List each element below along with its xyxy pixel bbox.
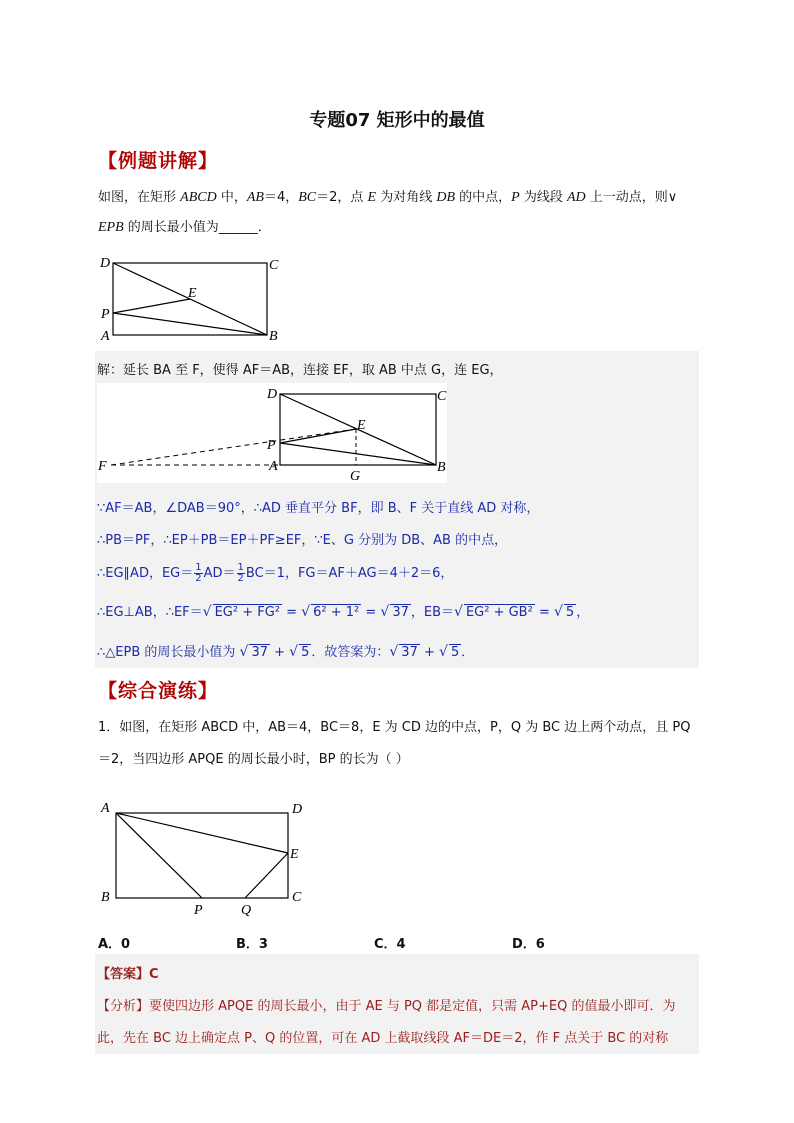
fig3-label-e: E	[290, 847, 299, 862]
choice-b[interactable]: B．3	[236, 937, 268, 952]
fig2-label-f: F	[98, 459, 107, 474]
fig2-label-g: G	[350, 469, 361, 483]
example-problem-line2: EPB 的周长最小值为______．	[98, 220, 271, 235]
solution-line3: ∴PB＝PF，∴EP＋PB＝EP＋PF≥EF，∵E、G 分别为 DB、AB 的中点，	[97, 533, 508, 548]
fig2-label-b: B	[437, 460, 446, 475]
solution-line6: ∴△EPB 的周长最小值为 √ 37 + √ 5 ．故答案为：√ 37 + √ 5 ．	[97, 644, 475, 660]
question1-line1: 1．如图，在矩形 ABCD 中，AB＝4，BC＝8，E 为 CD 边的中点，P，Q 为 BC 边上两个动点，且 PQ	[98, 720, 691, 735]
fig2-label-e: E	[357, 418, 366, 433]
page-title: 专题07 矩形中的最值	[309, 110, 485, 131]
fig2-label-a: A	[269, 459, 278, 474]
fig1-label-p: P	[101, 307, 110, 322]
fig3-segment-ae	[116, 813, 288, 853]
fig2-label-d: D	[267, 387, 278, 402]
fig1-label-e: E	[188, 286, 197, 301]
choice-c[interactable]: C．4	[374, 937, 406, 952]
solution-line5: ∴EG⊥AB，∴EF＝√ EG² + FG² = √ 6² + 1² = √ 37 ，EB＝√ EG² + GB² = √ 5 ，	[97, 604, 590, 620]
question1-line2: ＝2，当四边形 APQE 的周长最小时，BP 的长为（ ）	[98, 752, 409, 767]
fig3-rectangle	[116, 813, 288, 898]
solution-line2: ∵AF＝AB，∠DAB＝90°，∴AD 垂直平分 BF，即 B、F 关于直线 AD 对称，	[97, 501, 540, 516]
choice-a[interactable]: A．0	[98, 937, 131, 952]
solution-line4: ∴EG∥AD，EG＝ $\frac{1}{2}$ AD＝ $\frac{1}{2}$ BC＝1，FG＝AF＋AG＝4＋2＝6，	[97, 562, 454, 584]
analysis-line1: 【分析】要使四边形 APQE 的周长最小，由于 AE 与 PQ 都是定值，只需 AP+EQ 的值最小即可．为	[97, 999, 676, 1014]
fig1-label-a: A	[101, 329, 110, 344]
example-heading: 【例题讲解】	[98, 150, 219, 172]
fig3-label-q: Q	[241, 903, 252, 918]
example-problem-line1: 如图，在矩形 ABCD 中，AB＝4，BC＝2，点 E 为对角线 DB 的中点，P 为线段 AD 上一动点，则∨	[98, 190, 678, 205]
fig1-label-b: B	[269, 329, 278, 344]
fig2-label-c: C	[437, 389, 447, 404]
fig1-label-c: C	[269, 258, 279, 273]
fig1-segment-pe	[113, 299, 190, 313]
fig3-label-p: P	[194, 903, 203, 918]
practice-heading: 【综合演练】	[98, 680, 219, 702]
fig3-segment-qe	[245, 853, 288, 898]
example-figure	[96, 252, 296, 348]
fig3-label-b: B	[101, 890, 110, 905]
answer-text: 【答案】C	[97, 967, 159, 982]
analysis-line2: 此，先在 BC 边上确定点 P、Q 的位置，可在 AD 上截取线段 AF＝DE＝2，作 F 点关于 BC 的对称	[97, 1031, 669, 1046]
fig3-segment-ap	[116, 813, 202, 898]
fig3-label-c: C	[292, 890, 302, 905]
question1-figure	[98, 796, 313, 918]
fig3-label-a: A	[101, 801, 110, 816]
fig1-label-d: D	[100, 256, 111, 271]
choice-d[interactable]: D．6	[512, 937, 545, 952]
fig2-label-p: P	[267, 438, 276, 453]
solution-figure	[97, 383, 447, 483]
fig2-dashed-fe	[111, 429, 356, 465]
solution-line1: 解：延长 BA 至 F，使得 AF＝AB，连接 EF，取 AB 中点 G，连 EG，	[97, 363, 503, 378]
fig3-label-d: D	[292, 802, 303, 817]
